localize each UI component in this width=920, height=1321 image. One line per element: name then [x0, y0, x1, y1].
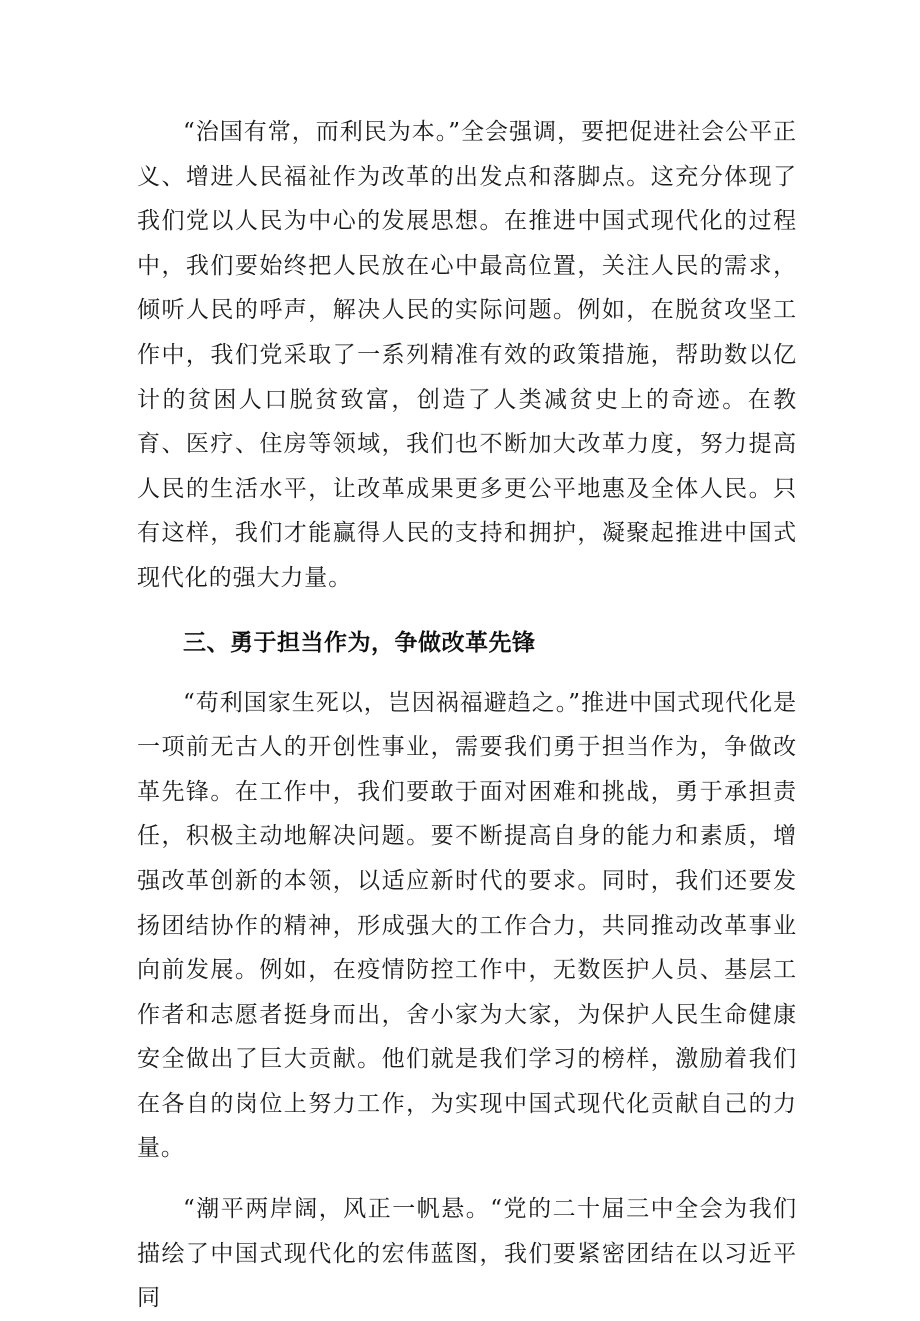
document-body	[137, 110, 797, 1321]
section-heading: 三、勇于担当作为，争做改革先锋	[183, 629, 536, 656]
paragraph-take-responsibility: “苟利国家生死以，岂因祸福避趋之。”推进中国式现代化是一项前无古人的开创性事业，需要我们勇于担当作为，争做改革先锋。在工作中，我们要敢于面对困难和挑战，勇于承担责任，积极主动地解决问题。要不断提高自身的能力和素质，增强改革创新的本领，以适应新时代的要求。同时，我们还要发扬团结协作的精神，形成强大的工作合力，共同推动改革事业向前发展。例如，在疫情防控工作中，无数医护人员、基层工作者和志愿者挺身而出，舍小家为大家，为保护人民生命健康安全做出了巨大贡献。他们就是我们学习的榜样，激励着我们在各自的岗位上努力工作，为实现中国式现代化贡献自己的力量。	[137, 689, 797, 1162]
paragraph-gap	[137, 1171, 797, 1187]
paragraph-people-centered: “治国有常，而利民为本。”全会强调，要把促进社会公平正义、增进人民福祉作为改革的出发点和落脚点。这充分体现了我们党以人民为中心的发展思想。在推进中国式现代化的过程中，我们要始终把人民放在心中最高位置，关注人民的需求，倾听人民的呼声，解决人民的实际问题。例如，在脱贫攻坚工作中，我们党采取了一系列精准有效的政策措施，帮助数以亿计的贫困人口脱贫致富，创造了人类减贫史上的奇迹。在教育、医疗、住房等领域，我们也不断加大改革力度，努力提高人民的生活水平，让改革成果更多更公平地惠及全体人民。只有这样，我们才能赢得人民的支持和拥护，凝聚起推进中国式现代化的强大力量。	[137, 119, 797, 591]
paragraph-blueprint: “潮平两岸阔，风正一帆悬。“党的二十届三中全会为我们描绘了中国式现代化的宏伟蓝图，我们要紧密团结在以习近平同	[137, 1196, 797, 1312]
